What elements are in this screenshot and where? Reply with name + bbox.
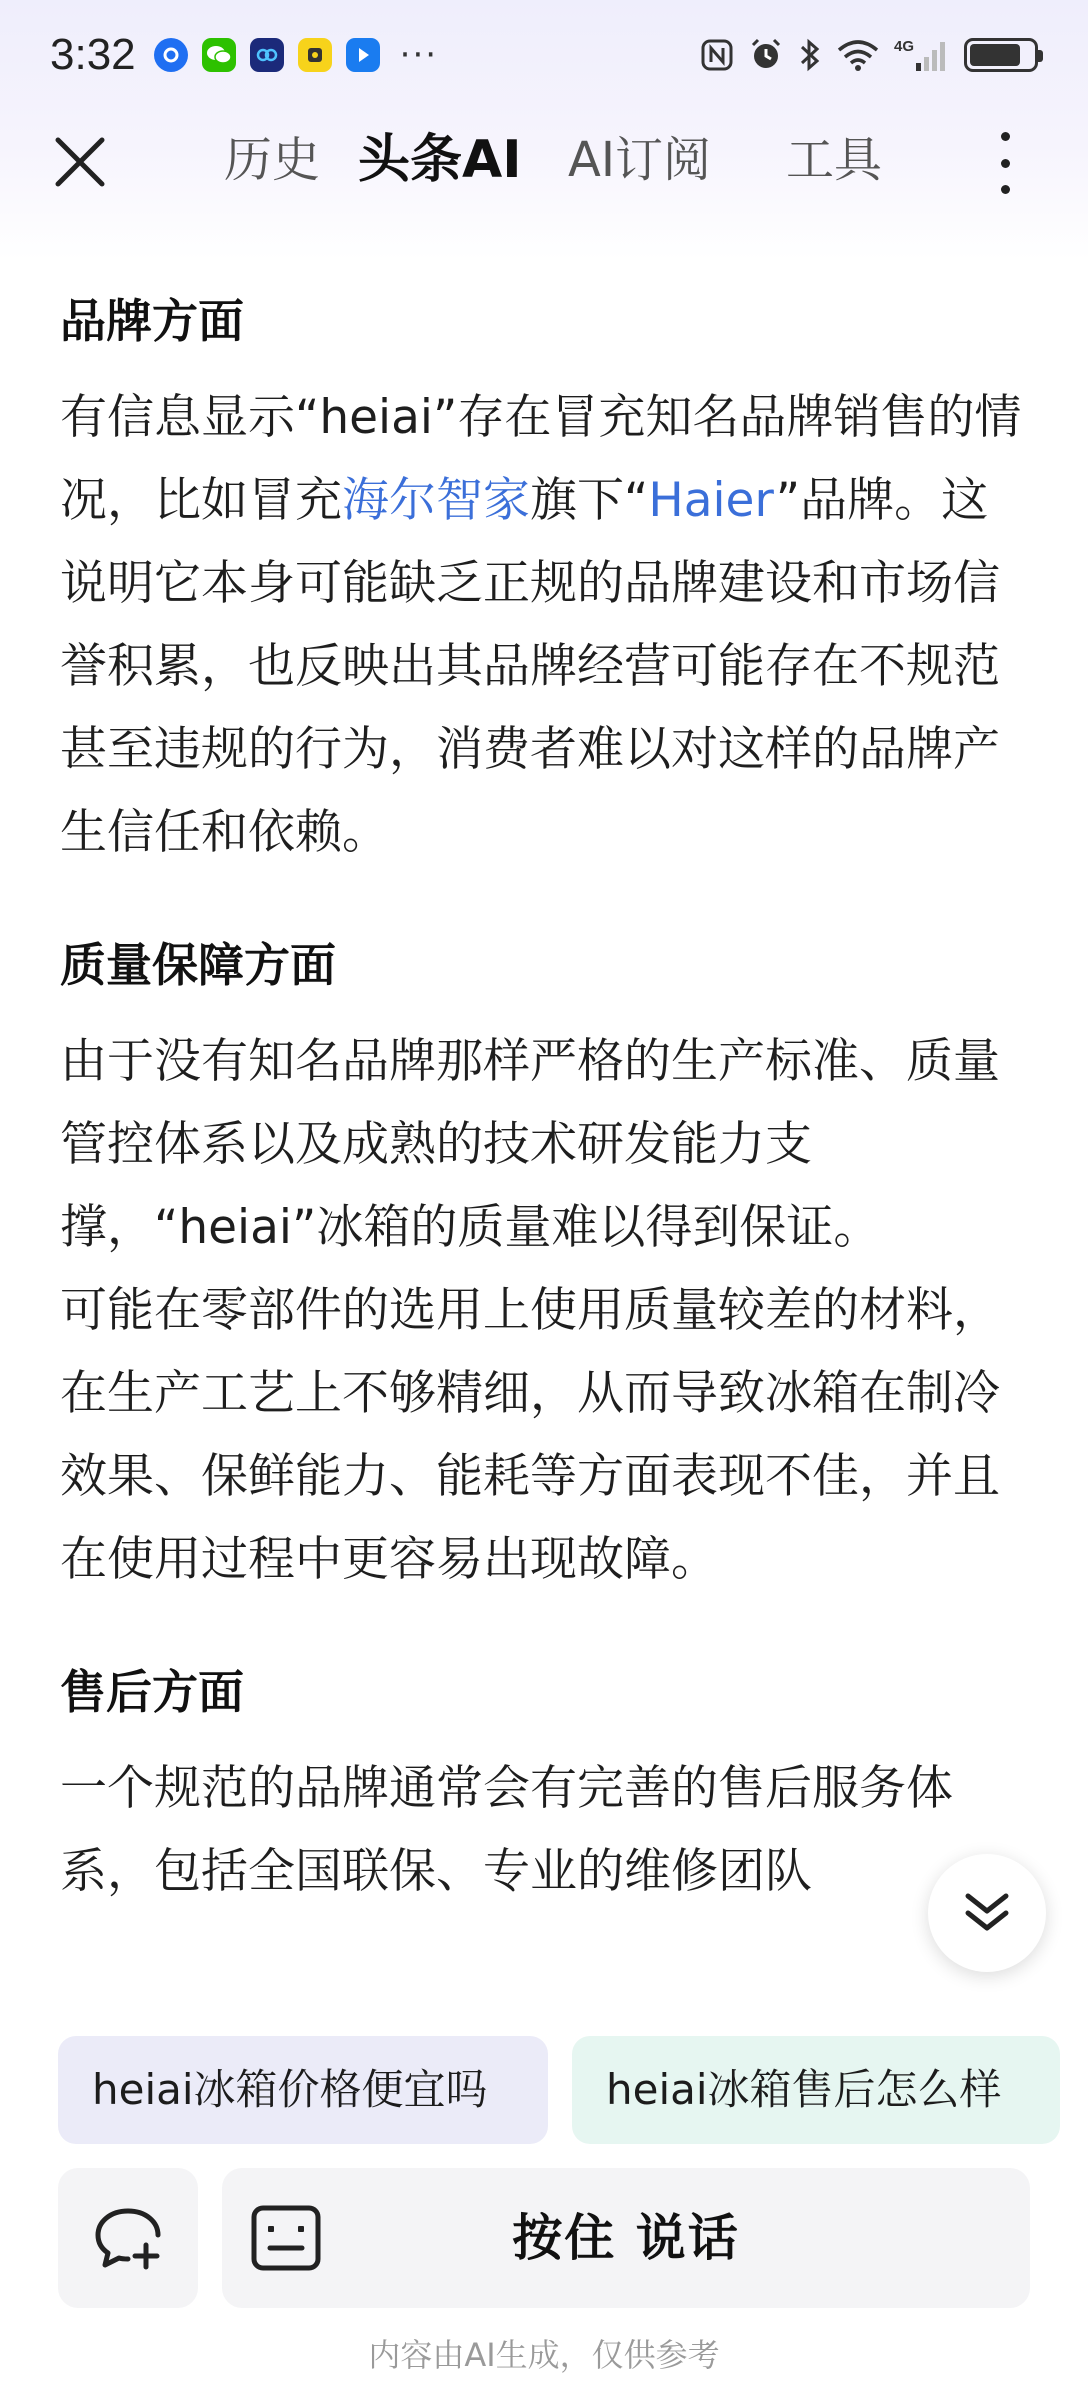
link-haier[interactable]: Haier	[648, 473, 776, 528]
suggestion-chips	[58, 2036, 1088, 2144]
double-chevron-down-icon	[962, 1891, 1012, 1935]
status-more-icon: ···	[399, 35, 439, 75]
bluetooth-icon	[798, 37, 822, 73]
hold-to-talk-button[interactable]	[222, 2168, 1030, 2308]
section-title-brand: 品牌方面	[60, 294, 244, 348]
alarm-icon	[748, 37, 784, 73]
more-options-button[interactable]	[990, 132, 1020, 194]
suggestion-chip[interactable]: heiai冰箱售后怎么样	[572, 2036, 1060, 2144]
tab-tools[interactable]: 工具	[786, 132, 883, 188]
section-title-quality: 质量保障方面	[60, 938, 336, 992]
wechat-icon	[202, 38, 236, 72]
suggestion-chip[interactable]: heiai冰箱价格便宜吗	[58, 2036, 548, 2144]
blue-play-app-icon	[346, 38, 380, 72]
hold-to-talk-label: 按住 说话	[512, 2209, 740, 2267]
paragraph-text: 旗下“	[530, 473, 649, 528]
close-button[interactable]	[50, 132, 110, 192]
battery-icon	[964, 38, 1038, 72]
status-indicators	[700, 37, 1038, 73]
section-paragraph-quality-2: 可能在零部件的选用上使用质量较差的材料，在生产工艺上不够精细，从而导致冰箱在制冷效果、保鲜能力、能耗等方面表现不佳，并且在使用过程中更容易出现故障。	[60, 1283, 1000, 1587]
ai-disclaimer: 内容由AI生成，仅供参考	[368, 2336, 720, 2374]
status-bar	[0, 0, 1088, 110]
nfc-icon	[700, 38, 734, 72]
tab-ai-subscription[interactable]: AI订阅	[568, 132, 711, 188]
section-title-after-sales: 售后方面	[60, 1665, 244, 1719]
ai-answer-content	[60, 290, 1028, 2012]
yellow-app-icon	[298, 38, 332, 72]
dark-blue-app-icon	[250, 38, 284, 72]
more-dot-icon	[1001, 185, 1010, 194]
scroll-to-bottom-button[interactable]	[928, 1854, 1046, 1972]
more-dot-icon	[1001, 132, 1010, 141]
network-type-label: 4G	[894, 38, 915, 55]
close-icon	[50, 132, 110, 192]
section-paragraph-brand	[60, 376, 1028, 874]
blue-circle-app-icon	[154, 38, 188, 72]
paragraph-text: ”品牌。这说明它本身可能缺乏正规的品牌建设和市场信誉积累，也反映出其品牌经营可能存在不规范甚至违规的行为，消费者难以对这样的品牌产生信任和依赖。	[60, 473, 1000, 860]
link-haier-smart-home[interactable]: 海尔智家	[342, 473, 530, 528]
battery-level-fill	[970, 44, 1020, 66]
tab-toutiao-ai[interactable]: 头条AI	[358, 130, 522, 190]
more-dot-icon	[1001, 159, 1010, 168]
section-paragraph-after-sales: 一个规范的品牌通常会有完善的售后服务体系，包括全国联保、专业的维修团队	[60, 1761, 953, 1899]
new-chat-button[interactable]	[58, 2168, 198, 2308]
new-chat-icon	[90, 2203, 166, 2273]
status-time: 3:32	[50, 30, 136, 79]
section-paragraph-quality-1: 由于没有知名品牌那样严格的生产标准、质量管控体系以及成熟的技术研发能力支撑，“heiai”冰箱的质量难以得到保证。	[60, 1034, 1000, 1255]
top-nav-bar	[0, 110, 1088, 210]
wifi-icon	[836, 38, 880, 72]
cellular-signal-icon	[894, 37, 950, 73]
paragraph-text: 有信息显示“heiai”存在冒充知名品牌销售的情况，比如冒充	[60, 390, 1022, 528]
tab-history[interactable]: 历史	[224, 132, 321, 188]
